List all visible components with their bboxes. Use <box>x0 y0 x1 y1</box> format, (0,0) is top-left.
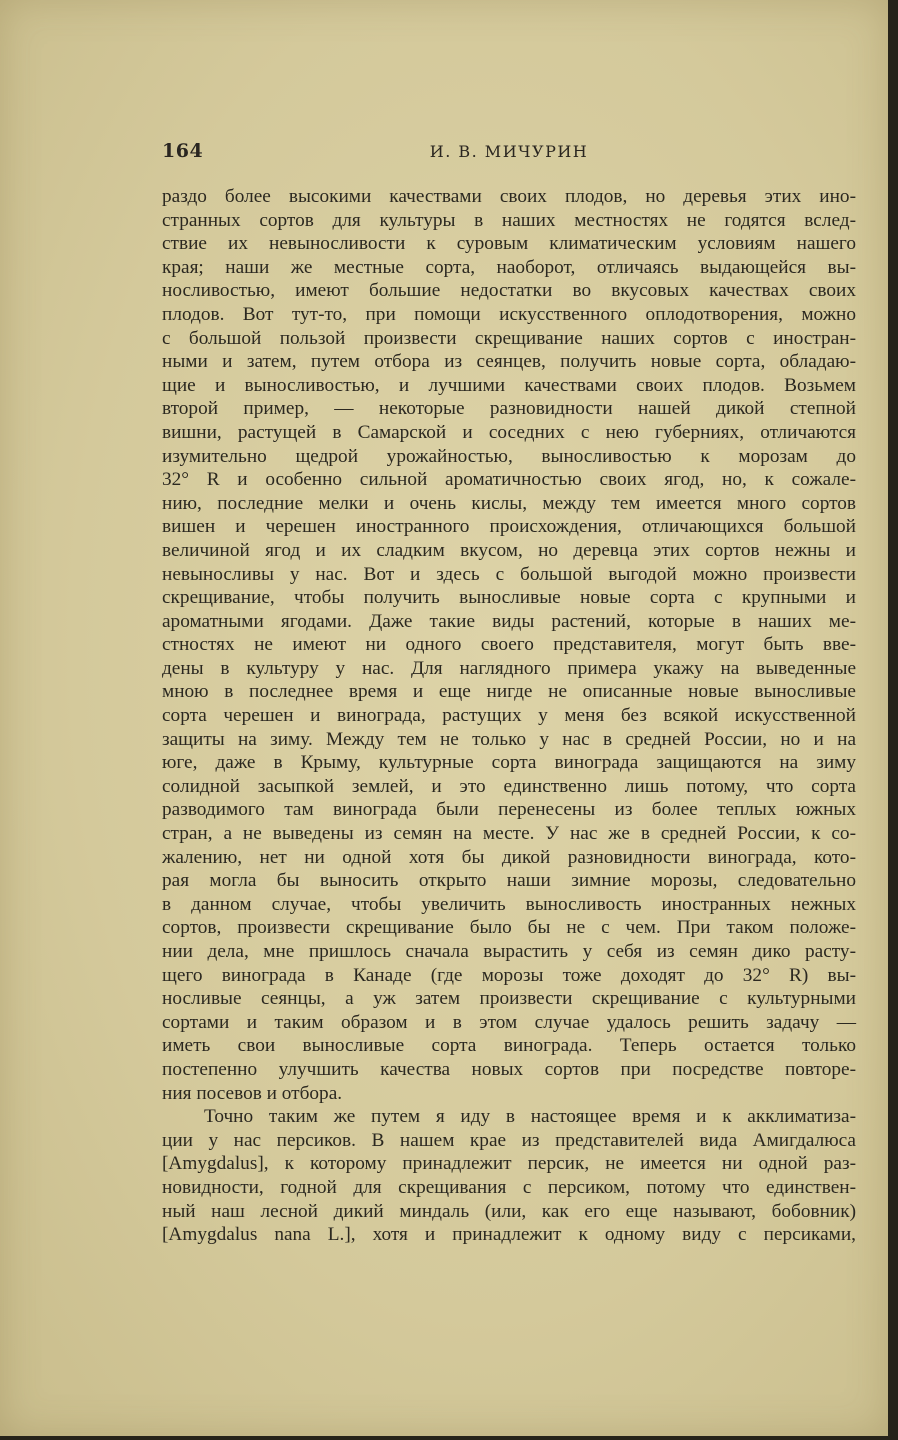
text-line: Точно таким же путем я иду в настоящее время и к акклиматиза- <box>204 1106 856 1128</box>
text-line: второй пример, — некоторые разновидности нашей дикой степной <box>162 398 856 420</box>
text-line: юге, даже в Крыму, культурные сорта винограда защищаются на зиму <box>162 752 856 774</box>
text-line: носливостью, имеют большие недостатки во вкусовых качествах своих <box>162 280 856 302</box>
body-text <box>162 185 856 1247</box>
text-line: щие и выносливостью, и лучшими качествами своих плодов. Возьмем <box>162 374 856 396</box>
text-line: вишни, растущей в Самарской и соседних с нею губерниях, отличаются <box>162 421 856 443</box>
text-line: 32° R и особенно сильной ароматичностью своих ягод, но, к сожале- <box>162 469 856 491</box>
text-line: стран, а не выведены из семян на месте. У нас же в средней России, к со- <box>162 823 856 845</box>
text-line: мною в последнее время и еще нигде не описанные новые выносливые <box>162 681 856 703</box>
text-line: сортов, произвести скрещивание было бы не с чем. При таком положе- <box>162 917 856 939</box>
text-line: раздо более высокими качествами своих плодов, но деревья этих ино- <box>162 186 856 207</box>
text-line: постепенно улучшить качества новых сортов при посредстве повторе- <box>162 1058 856 1080</box>
running-title: И. В. МИЧУРИН <box>429 142 589 161</box>
text-line: разводимого там винограда были перенесены из более теплых южных <box>162 799 856 821</box>
text-line: рая могла бы выносить открыто наши зимние морозы, следовательно <box>162 870 856 892</box>
text-line: сортами и таким образом и в этом случае удалось решить задачу — <box>162 1011 856 1033</box>
text-line: изумительно щедрой урожайностью, выносливостью к морозам до <box>162 445 856 467</box>
page-header <box>162 140 856 168</box>
text-line: странных сортов для культуры в наших местностях не годятся вслед- <box>162 209 856 231</box>
text-line: дены в культуру у нас. Для наглядного примера укажу на выведенные <box>162 657 856 679</box>
text-line: ции у нас персиков. В нашем крае из представителей вида Амигдалюса <box>162 1129 856 1151</box>
text-line: стностях не имеют ни одного своего представителя, могут быть вве- <box>162 634 856 656</box>
text-line: нию, последние мелки и очень кислы, между тем имеется много сортов <box>162 492 856 514</box>
page-number: 164 <box>162 140 204 162</box>
text-line: солидной засыпкой землей, и это единственно лишь потому, что сорта <box>162 775 856 797</box>
text-line: ный наш лесной дикий миндаль (или, как его еще называют, бобовник) <box>162 1200 856 1222</box>
text-line: края; наши же местные сорта, наоборот, отличаясь выдающейся вы- <box>162 256 856 278</box>
text-line: невыносливы у нас. Вот и здесь с большой выгодой можно произвести <box>162 563 856 585</box>
text-line: [Amygdalus nana L.], хотя и принадлежит к одному виду с персиками, <box>162 1224 856 1246</box>
text-line: новидности, годной для скрещивания с персиком, потому что единствен- <box>162 1176 856 1198</box>
scan-edge-right <box>888 0 898 1440</box>
text-line: ными и затем, путем отбора из сеянцев, получить новые сорта, обладаю- <box>162 351 856 373</box>
text-line: иметь свои выносливые сорта винограда. Теперь остается только <box>162 1035 856 1057</box>
text-line: щего винограда в Канаде (где морозы тоже доходят до 32° R) вы- <box>162 964 856 986</box>
text-line: ствие их невыносливости к суровым климатическим условиям нашего <box>162 233 856 255</box>
text-line: вишен и черешен иностранного происхождения, отличающихся большой <box>162 516 856 538</box>
text-line: ния посевов и отбора. <box>162 1082 343 1104</box>
text-line: величиной ягод и их сладким вкусом, но деревца этих сортов нежны и <box>162 539 856 561</box>
text-line: нии дела, мне пришлось сначала вырастить у себя из семян дико расту- <box>162 941 856 962</box>
text-line: жалению, нет ни одной хотя бы дикой разновидности винограда, кото- <box>162 846 856 868</box>
scan-edge-bottom <box>0 1436 898 1440</box>
text-line: защиты на зиму. Между тем не только у нас в средней России, но и на <box>162 728 856 750</box>
text-line: с большой пользой произвести скрещивание наших сортов с иностран- <box>162 327 856 349</box>
text-line: носливые сеянцы, а уж затем произвести скрещивание с культурными <box>162 988 856 1010</box>
text-line: сорта черешен и винограда, растущих у меня без всякой искусственной <box>162 705 856 727</box>
text-line: скрещивание, чтобы получить выносливые новые сорта с крупными и <box>162 587 856 609</box>
text-line: ароматными ягодами. Даже такие виды растений, которые в наших ме- <box>162 610 856 632</box>
text-line: в данном случае, чтобы увеличить выносливость иностранных нежных <box>162 893 856 915</box>
text-line: плодов. Вот тут-то, при помощи искусственного оплодотворения, можно <box>162 303 856 325</box>
text-line: [Amygdalus], к которому принадлежит персик, не имеется ни одной раз- <box>162 1153 856 1175</box>
